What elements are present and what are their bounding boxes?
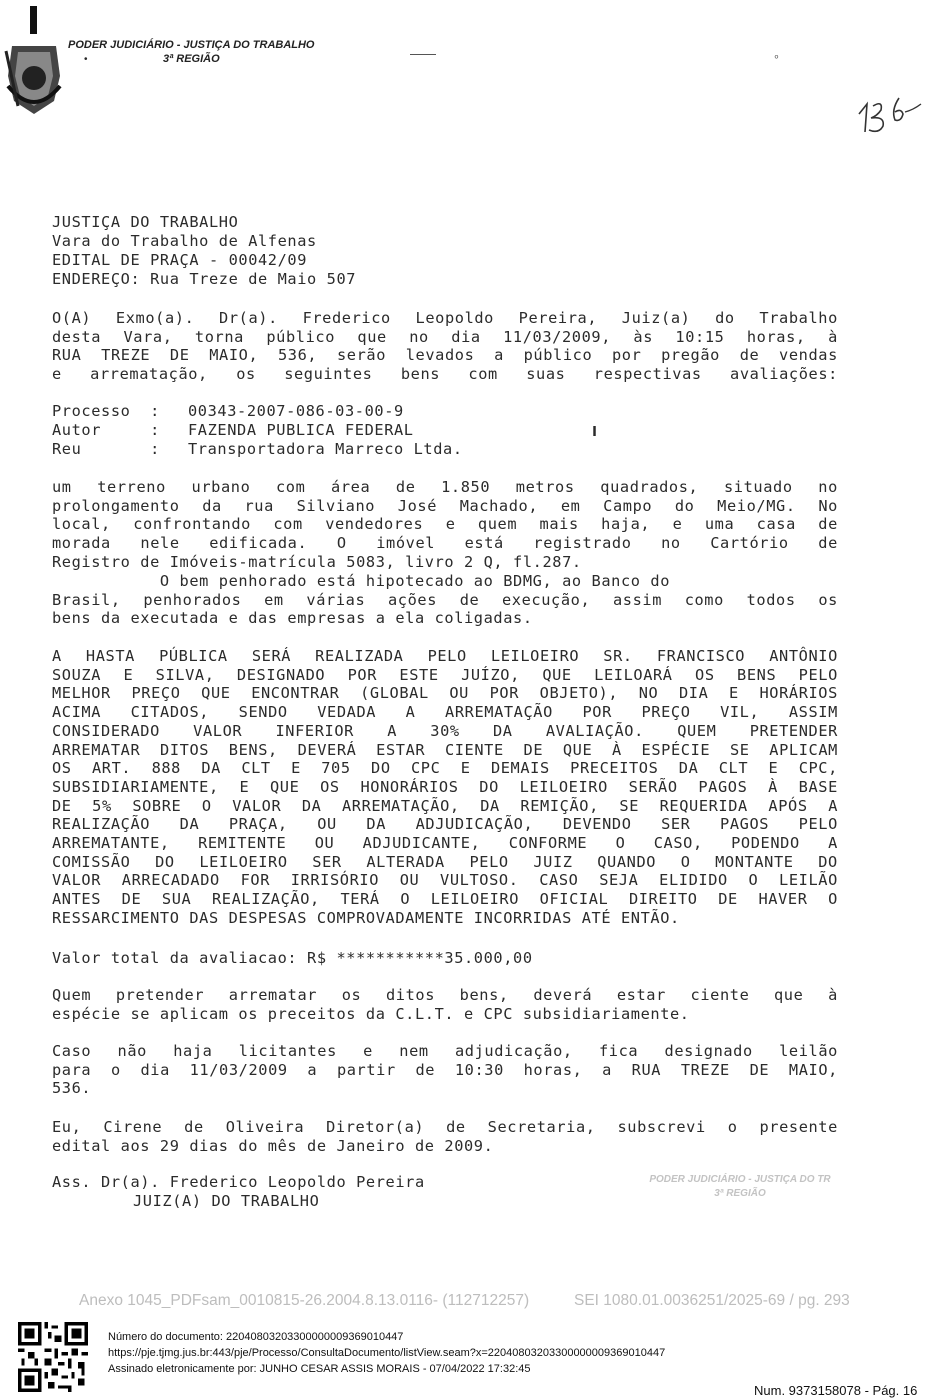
hasta-paragraph [52, 647, 838, 928]
bem2-line: bens da executada e das empresas a ela coligadas. [52, 609, 533, 628]
bem2-line: O bem penhorado está hipotecado ao BDMG, ao Banco do [52, 572, 670, 590]
signature-name: Ass. Dr(a). Frederico Leopoldo Pereira [52, 1173, 425, 1191]
hasta-line: DE 5% SOBRE O VALOR DA ARREMATAÇÃO, DA REMIÇÃO, SE REQUERIDA APÓS A [52, 796, 838, 815]
handwritten-page-number [855, 92, 925, 142]
eu-line: edital aos 29 dias do mês de Janeiro de 2009. [52, 1136, 494, 1155]
hasta-line: COMISSÃO DO LEILOEIRO SER ALTERADA PELO JUIZ QUANDO O MONTANTE DO [52, 852, 838, 871]
reu-label: Reu : [52, 440, 160, 458]
eu-paragraph [52, 1118, 838, 1155]
quem-line: Quem pretender arrematar os ditos bens, deverá estar ciente que à [52, 986, 838, 1004]
hasta-line: ANTES DE SUA REALIZAÇÃO, TERÁ O LEILOEIRO OFICIAL DIREITO DE HAVER O [52, 890, 838, 909]
page-number: Num. 9373158078 - Pág. 16 [754, 1383, 918, 1398]
heading-court: JUSTIÇA DO TRABALHO [52, 213, 239, 231]
hasta-line: SUBSIDIARIAMENTE, E QUE OS HONORÁRIOS DO LEILOEIRO SERÃO PAGOS À BASE [52, 777, 838, 796]
document-url[interactable]: https://pje.tjmg.jus.br:443/pje/Processo/ConsultaDocumento/listView.seam?x=22040803203300000009369010447 [108, 1347, 666, 1359]
header-institution: PODER JUDICIÁRIO - JUSTIÇA DO TRABALHO [68, 39, 315, 51]
stamp-line: 3ª REGIÃO [714, 1188, 766, 1199]
qr-code[interactable] [18, 1322, 88, 1392]
header-region: 3ª REGIÃO [163, 53, 220, 65]
sei-reference: SEI 1080.01.0036251/2025-69 / pg. 293 [574, 1292, 850, 1309]
autor-value: FAZENDA PUBLICA FEDERAL [188, 421, 414, 439]
hasta-line: SOUZA E SILVA, DESIGNADO POR ESTE JUÍZO, QUE LEILOARÁ OS BENS PELO [52, 665, 838, 684]
autor-label: Autor : [52, 421, 160, 439]
signature-info: Assinado eletronicamente por: JUNHO CESAR ASSIS MORAIS - 07/04/2022 17:32:45 [108, 1363, 531, 1375]
caso-line: Caso não haja licitantes e nem adjudicação, fica designado leilão [52, 1042, 838, 1060]
hasta-line: REALIZAÇÃO DA PRAÇA, OU DA ADJUDICAÇÃO, DEVENDO SER PAGOS PELO [52, 815, 838, 834]
caso-line: para o dia 11/03/2009 a partir de 10:30 horas, a RUA TREZE DE MAIO, [52, 1060, 838, 1079]
intro-line: desta Vara, torna público que no dia 11/03/2009, às 10:15 horas, à [52, 327, 838, 346]
bem-line: prolongamento da rua Silviano José Machado, em Campo do Meio/MG. No [52, 496, 838, 515]
annex-reference: Anexo 1045_PDFsam_0010815-26.2004.8.13.0116- (112712257) [79, 1292, 530, 1309]
bem-paragraph [52, 478, 838, 572]
hasta-line: RESSARCIMENTO DAS DESPESAS COMPROVADAMENTE INCORRIDAS ATÉ ENTÃO. [52, 908, 680, 927]
valor-total: Valor total da avaliacao: R$ ***********35.000,00 [52, 949, 533, 967]
bem-line: local, confrontando com vendedores e quem mais haja, e uma casa de [52, 515, 838, 534]
bem-line: morada nele edificada. O imóvel está registrado no Cartório de [52, 534, 838, 553]
scan-dot: ∘ [773, 51, 780, 63]
reu-value: Transportadora Marreco Ltda. [188, 440, 463, 458]
hasta-line: ARREMATAR DITOS BENS, DEVERÁ ESTAR CIENTE DE QUE À ESPÉCIE SE APLICAM [52, 740, 838, 759]
hasta-line: VALOR ARRECADADO FOR IRRISÓRIO OU VULTOSO. CASO SEJA ELIDIDO O LEILÃO [52, 871, 838, 890]
intro-line: RUA TREZE DE MAIO, 536, serão levados a público por pregão de vendas [52, 346, 838, 365]
caso-paragraph [52, 1042, 838, 1098]
eu-line: Eu, Cirene de Oliveira Diretor(a) de Secretaria, subscrevi o presente [52, 1118, 838, 1136]
stamp-line: PODER JUDICIÁRIO - JUSTIÇA DO TR [649, 1174, 831, 1185]
bem-line: Registro de Imóveis-matrícula 5083, livro 2 Q, fl.287. [52, 552, 582, 571]
intro-line: O(A) Exmo(a). Dr(a). Frederico Leopoldo Pereira, Juiz(a) do Trabalho [52, 309, 838, 327]
quem-line: espécie se aplicam os preceitos da C.L.T. e CPC subsidiariamente. [52, 1004, 690, 1023]
document-number: Número do documento: 22040803203300000009369010447 [108, 1331, 404, 1343]
hasta-line: CONSIDERADO VALOR INFERIOR A 30% DA AVALIAÇÃO. QUEM PRETENDER [52, 721, 838, 740]
hasta-line: A HASTA PÚBLICA SERÁ REALIZADA PELO LEILOEIRO SR. FRANCISCO ANTÔNIO [52, 647, 838, 665]
hasta-line: ACIMA CITADOS, SENDO VEDADA A ARREMATAÇÃO POR PREÇO VIL, ASSIM [52, 703, 838, 722]
header-bullet: • [84, 54, 88, 65]
bem2-paragraph [52, 572, 838, 628]
signature-title: JUIZ(A) DO TRABALHO [133, 1192, 320, 1210]
heading-edital: EDITAL DE PRAÇA - 00042/09 [52, 251, 308, 269]
hasta-line: OS ART. 888 DA CLT E 705 DO CPC E DEMAIS PRECEITOS DA CLT E CPC, [52, 759, 838, 778]
intro-paragraph [52, 309, 838, 384]
processo-value: 00343-2007-086-03-00-9 [188, 402, 404, 420]
heading-vara: Vara do Trabalho de Alfenas [52, 232, 317, 250]
coat-of-arms-logo [4, 6, 64, 118]
processo-label: Processo : [52, 402, 160, 420]
hasta-line: ARREMATANTE, REMITENTE OU ADJUDICANTE, CONFORME O CASO, PODENDO A [52, 834, 838, 853]
intro-line: e arrematação, os seguintes bens com suas respectivas avaliações: [52, 365, 838, 384]
caso-line: 536. [52, 1079, 92, 1098]
quem-paragraph [52, 986, 838, 1023]
scan-mark [410, 54, 436, 57]
scan-mark: ı [592, 420, 598, 440]
faded-stamp [640, 1173, 840, 1201]
hasta-line: MELHOR PREÇO QUE ENCONTRAR (GLOBAL OU POR OBJETO), NO DIA E HORÁRIOS [52, 684, 838, 703]
bem-line: um terreno urbano com área de 1.850 metros quadrados, situado no [52, 478, 838, 496]
heading-address: ENDEREÇO: Rua Treze de Maio 507 [52, 270, 357, 288]
bem2-line: Brasil, penhorados em várias ações de execução, assim como todos os [52, 590, 838, 609]
